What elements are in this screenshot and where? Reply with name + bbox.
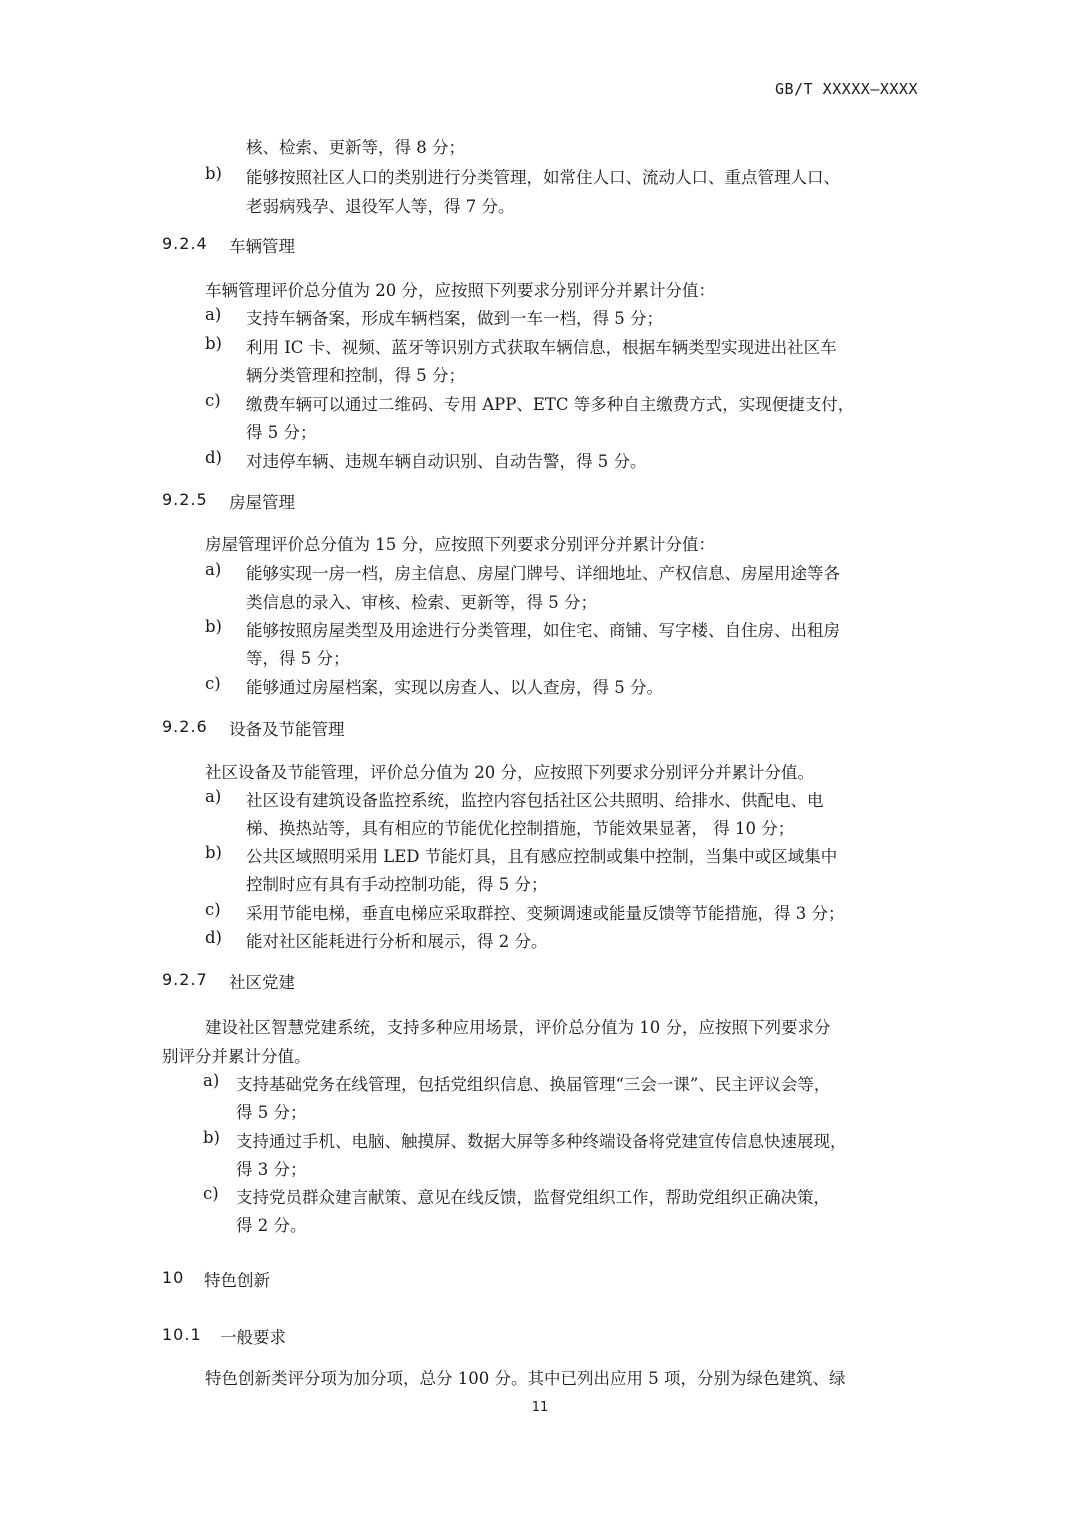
chapter-number: 10 xyxy=(162,1268,185,1287)
section-intro: 房屋管理评价总分值为 15 分，应按照下列要求分别评分并累计分值： xyxy=(205,535,715,554)
section-intro: 别评分并累计分值。 xyxy=(162,1047,311,1066)
section-intro: 车辆管理评价总分值为 20 分，应按照下列要求分别评分并累计分值： xyxy=(205,281,715,300)
list-item-line: 类信息的录入、审核、检索、更新等，得 5 分； xyxy=(246,593,597,612)
section-title: 设备及节能管理 xyxy=(229,720,345,739)
list-marker: b) xyxy=(205,164,222,183)
section-number: 9.2.5 xyxy=(162,490,208,509)
list-marker: b) xyxy=(203,1128,220,1147)
list-item-line: 支持通过手机、电脑、触摸屏、数据大屏等多种终端设备将党建宣传信息快速展现， xyxy=(236,1132,847,1151)
section-title: 房屋管理 xyxy=(229,493,295,512)
list-marker: c) xyxy=(205,391,221,410)
list-item-line: 缴费车辆可以通过二维码、专用 APP、ETC 等多种自主缴费方式，实现便捷支付， xyxy=(246,395,855,414)
list-item-line: 能够按照社区人口的类别进行分类管理，如常住人口、流动人口、重点管理人口、 xyxy=(246,168,840,187)
list-marker: c) xyxy=(205,674,221,693)
list-item-line: 能对社区能耗进行分析和展示，得 2 分。 xyxy=(246,932,548,951)
list-item-line: 能够实现一房一档，房主信息、房屋门牌号、详细地址、产权信息、房屋用途等各 xyxy=(246,564,840,583)
list-marker: d) xyxy=(205,928,222,947)
paragraph-line: 核、检索、更新等，得 8 分； xyxy=(246,138,465,157)
list-item-line: 等，得 5 分； xyxy=(246,649,350,668)
list-marker: b) xyxy=(205,334,222,353)
list-marker: b) xyxy=(205,617,222,636)
list-marker: a) xyxy=(205,560,222,579)
page-number: 11 xyxy=(531,1400,549,1415)
section-number: 9.2.4 xyxy=(162,234,208,253)
list-item-line: 支持车辆备案，形成车辆档案，做到一车一档，得 5 分； xyxy=(246,309,663,328)
standard-code: GB/T XXXXX—XXXX xyxy=(775,80,918,98)
list-item-line: 社区设有建筑设备监控系统，监控内容包括社区公共照明、给排水、供配电、电 xyxy=(246,791,824,810)
list-item-line: 得 3 分； xyxy=(236,1160,307,1179)
list-item-line: 采用节能电梯，垂直电梯应采取群控、变频调速或能量反馈等节能措施，得 3 分； xyxy=(246,904,845,923)
section-intro: 建设社区智慧党建系统，支持多种应用场景，评价总分值为 10 分，应按照下列要求分 xyxy=(205,1018,831,1037)
list-item-line: 老弱病残孕、退役军人等，得 7 分。 xyxy=(246,197,515,216)
section-title: 社区党建 xyxy=(229,973,295,992)
chapter-title: 特色创新 xyxy=(204,1271,270,1290)
list-item-line: 辆分类管理和控制，得 5 分； xyxy=(246,366,465,385)
list-item-line: 利用 IC 卡、视频、蓝牙等识别方式获取车辆信息，根据车辆类型实现进出社区车 xyxy=(246,338,837,357)
section-number: 10.1 xyxy=(162,1325,202,1344)
list-marker: a) xyxy=(205,305,222,324)
list-item-line: 得 5 分； xyxy=(236,1103,307,1122)
list-marker: d) xyxy=(205,448,222,467)
section-intro: 特色创新类评分项为加分项，总分 100 分。其中已列出应用 5 项，分别为绿色建筑、绿 xyxy=(205,1369,846,1388)
section-number: 9.2.6 xyxy=(162,717,208,736)
list-item-line: 对违停车辆、违规车辆自动识别、自动告警，得 5 分。 xyxy=(246,452,647,471)
list-item-line: 得 2 分。 xyxy=(236,1216,307,1235)
list-item-line: 能够按照房屋类型及用途进行分类管理，如住宅、商铺、写字楼、自住房、出租房 xyxy=(246,621,840,640)
list-marker: c) xyxy=(205,900,221,919)
section-number: 9.2.7 xyxy=(162,970,208,989)
list-item-line: 得 5 分； xyxy=(246,423,317,442)
section-title: 一般要求 xyxy=(220,1328,286,1347)
list-item-line: 梯、换热站等，具有相应的节能优化控制措施，节能效果显著， 得 10 分； xyxy=(246,819,795,838)
list-item-line: 支持基础党务在线管理，包括党组织信息、换届管理“三会一课”、民主评议会等， xyxy=(236,1075,831,1094)
list-marker: a) xyxy=(203,1071,220,1090)
list-marker: c) xyxy=(203,1184,219,1203)
section-title: 车辆管理 xyxy=(229,237,295,256)
list-item-line: 控制时应有具有手动控制功能，得 5 分； xyxy=(246,875,548,894)
section-intro: 社区设备及节能管理，评价总分值为 20 分，应按照下列要求分别评分并累计分值。 xyxy=(205,763,814,782)
list-marker: b) xyxy=(205,843,222,862)
list-item-line: 支持党员群众建言献策、意见在线反馈，监督党组织工作，帮助党组织正确决策， xyxy=(236,1188,830,1207)
list-marker: a) xyxy=(205,787,222,806)
list-item-line: 公共区域照明采用 LED 节能灯具，且有感应控制或集中控制，当集中或区域集中 xyxy=(246,847,838,866)
list-item-line: 能够通过房屋档案，实现以房查人、以人查房，得 5 分。 xyxy=(246,678,663,697)
